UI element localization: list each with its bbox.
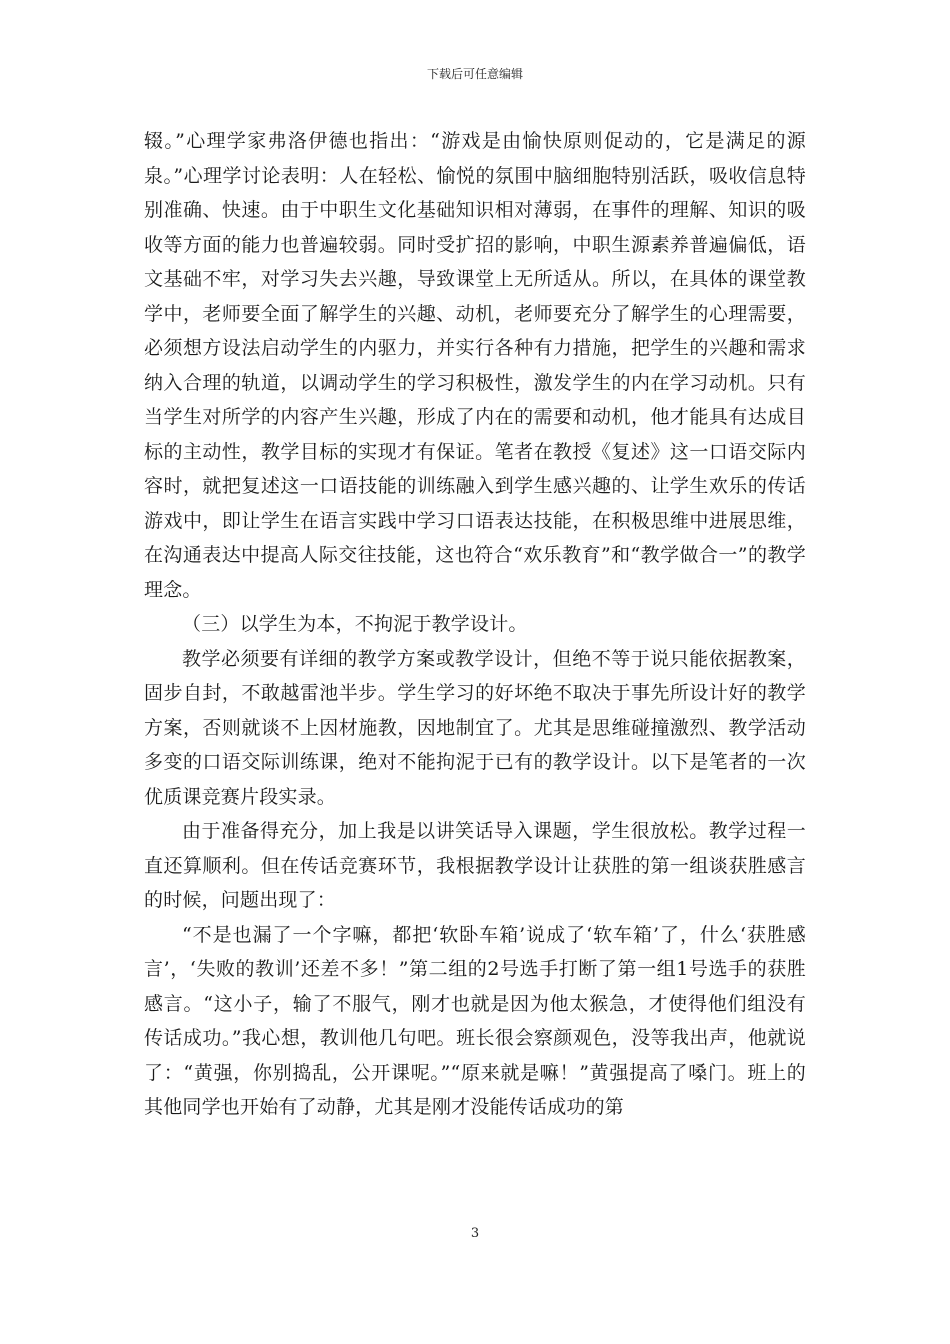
section-heading: （三）以学生为本，不拘泥于教学设计。 — [182, 613, 528, 635]
paragraph: 教学必须要有详细的教学方案或教学设计，但绝不等于说只能依据教案，固步自封，不敢越雷池半步。学生学习的好坏绝不取决于事先所设计好的教学方案，否则就谈不上因材施教，因地制宜了。尤其是思维碰撞激烈、教学活动多变的口语交际训练课，绝对不能拘泥于已有的教学设计。以下是笔者的一次优质课竞赛片段实录。 — [144, 647, 806, 808]
page-number: 3 — [470, 1226, 480, 1241]
page-header: 下载后可任意编辑 — [426, 67, 523, 81]
paragraph: “不是也漏了一个字嘛，都把‘软卧车箱’说成了‘软车箱’了，什么‘获胜感言’，‘失败的教训’还差不多！”第二组的2号选手打断了第一组1号选手的获胜感言。“这小子，输了不服气，刚才也就是因为他太猴急，才使得他们组没有传话成功。”我心想，教训他几句吧。班长很会察颜观色，没等我出声，他就说了：“黄强，你别捣乱，公开课呢。”“原来就是嘛！”黄强提高了嗓门。班上的其他同学也开始有了动静，尤其是刚才没能传话成功的第 — [144, 923, 806, 1118]
paragraph: 由于准备得充分，加上我是以讲笑话导入课题，学生很放松。教学过程一直还算顺利。但在传话竞赛环节，我根据教学设计让获胜的第一组谈获胜感言的时候，问题出现了： — [144, 820, 806, 911]
body-text — [144, 124, 806, 1125]
paragraph-continuation: 辍。”心理学家弗洛伊德也指出：“游戏是由愉快原则促动的，它是满足的源泉。”心理学讨论表明：人在轻松、愉悦的氛围中脑细胞特别活跃，吸收信息特别准确、快速。由于中职生文化基础知识相对薄弱，在事件的理解、知识的吸收等方面的能力也普遍较弱。同时受扩招的影响，中职生源素养普遍偏低，语文基础不牢，对学习失去兴趣，导致课堂上无所适从。所以，在具体的课堂教学中，老师要全面了解学生的兴趣、动机，老师要充分了解学生的心理需要，必须想方设法启动学生的内驱力，并实行各种有力措施，把学生的兴趣和需求纳入合理的轨道，以调动学生的学习积极性，激发学生的内在学习动机。只有当学生对所学的内容产生兴趣，形成了内在的需要和动机，他才能具有达成目标的主动性，教学目标的实现才有保证。笔者在教授《复述》这一口语交际内容时，就把复述这一口语技能的训练融入到学生感兴趣的、让学生欢乐的传话游戏中，即让学生在语言实践中学习口语表达技能，在积极思维中进展思维，在沟通表达中提高人际交往技能，这也符合“欢乐教育”和“教学做合一”的教学理念。 — [144, 130, 806, 601]
